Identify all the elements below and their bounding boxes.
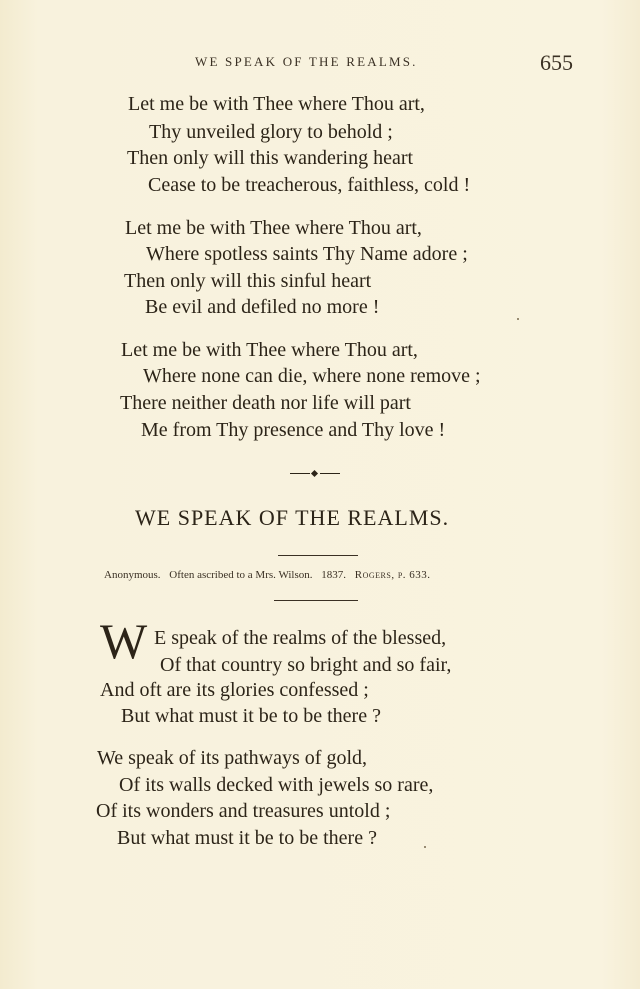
attribution-year: 1837. (321, 569, 347, 581)
poem-line: Where none can die, where none remove ; (143, 365, 481, 387)
poem-line: Cease to be treacherous, faithless, cold ! (148, 174, 471, 196)
diamond-ornament-icon (311, 470, 318, 477)
ink-speck (424, 846, 426, 848)
poem-line: We speak of its pathways of gold, (97, 747, 367, 769)
poem-line: But what must it be to be there ? (117, 827, 377, 849)
poem-line: But what must it be to be there ? (121, 705, 381, 727)
page-number: 655 (540, 50, 573, 75)
poem-line: Thy unveiled glory to behold ; (149, 121, 393, 143)
poem-line: Of its walls decked with jewels so rare, (119, 774, 434, 796)
attribution-author: Anonymous. (104, 569, 161, 581)
poem-line: Then only will this wandering heart (127, 147, 414, 169)
poem-line: Let me be with Thee where Thou art, (128, 93, 425, 115)
attribution (104, 569, 437, 581)
poem-line: Of that country so bright and so fair, (160, 654, 452, 676)
poem-line: Let me be with Thee where Thou art, (121, 339, 418, 361)
poem-line: Be evil and defiled no more ! (145, 296, 380, 318)
drop-cap: W (100, 613, 148, 669)
poem-line: Of its wonders and treasures untold ; (96, 800, 391, 822)
poem-line: Where spotless saints Thy Name adore ; (146, 243, 468, 265)
title-rule-top (278, 555, 358, 556)
poem-title: WE SPEAK OF THE REALMS. (135, 505, 450, 530)
attribution-source: Rogers, p. 633. (354, 569, 431, 581)
poem-line: And oft are its glories confessed ; (100, 679, 369, 701)
poem-line: Then only will this sinful heart (124, 270, 372, 292)
attribution-note: Often ascribed to a Mrs. Wilson. (169, 569, 313, 581)
ink-speck (517, 318, 519, 320)
ornamental-divider (290, 472, 340, 476)
poem-line: There neither death nor life will part (120, 392, 411, 414)
poem-line: Me from Thy presence and Thy love ! (141, 419, 446, 441)
running-head: WE SPEAK OF THE REALMS. (195, 54, 418, 69)
poem-line: E speak of the realms of the blessed, (154, 627, 447, 649)
poem-line: Let me be with Thee where Thou art, (125, 217, 422, 239)
title-rule-bottom (274, 600, 358, 601)
